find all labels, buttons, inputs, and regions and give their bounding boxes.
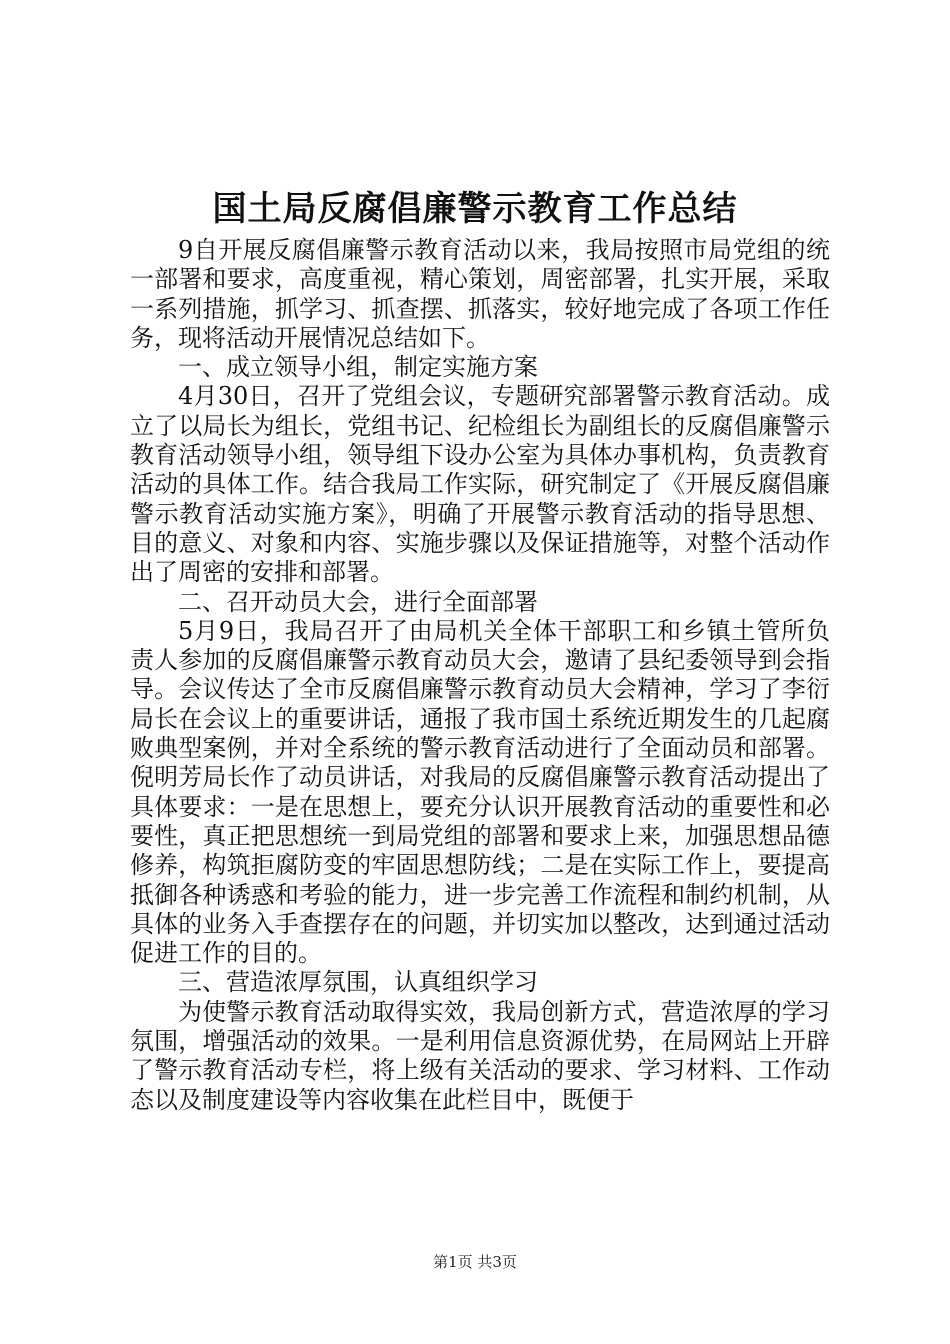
section-2-paragraph: 5月9日，我局召开了由局机关全体干部职工和乡镇土管所负责人参加的反腐倡廉警示教育动员大会，邀请了县纪委领导到会指导。会议传达了全市反腐倡廉警示教育动员大会精神，学习了李衍局长在会议上的重要讲话，通报了我市国土系统近期发生的几起腐败典型案例，并对全系统的警示教育活动进行了全面动员和部署。倪明芳局长作了动员讲话，对我局的反腐倡廉警示教育活动提出了具体要求：一是在思想上，要充分认识开展教育活动的重要性和必要性，真正把思想统一到局党组的部署和要求上来，加强思想品德修养，构筑拒腐防变的牢固思想防线；二是在实际工作上，要提高抵御各种诱惑和考验的能力，进一步完善工作流程和制约机制，从具体的业务入手查摆存在的问题，并切实加以整改，达到通过活动促进工作的目的。	[130, 616, 830, 968]
section-3-paragraph: 为使警示教育活动取得实效，我局创新方式，营造浓厚的学习氛围，增强活动的效果。一是利用信息资源优势，在局网站上开辟了警示教育活动专栏，将上级有关活动的要求、学习材料、工作动态以及制度建设等内容收集在此栏目中，既便于	[130, 997, 830, 1114]
section-heading-3: 三、营造浓厚氛围，认真组织学习	[178, 968, 538, 997]
intro-paragraph: 9自开展反腐倡廉警示教育活动以来，我局按照市局党组的统一部署和要求，高度重视，精心策划，周密部署，扎实开展，采取一系列措施，抓学习、抓查摆、抓落实，较好地完成了各项工作任务，现将活动开展情况总结如下。	[130, 236, 830, 352]
document-title: 国土局反腐倡廉警示教育工作总结	[212, 189, 738, 229]
section-heading-2: 二、召开动员大会，进行全面部署	[178, 587, 538, 616]
section-heading-1: 一、成立领导小组，制定实施方案	[178, 353, 538, 382]
section-1-paragraph: 4月30日，召开了党组会议，专题研究部署警示教育活动。成立了以局长为组长，党组书记、纪检组长为副组长的反腐倡廉警示教育活动领导小组，领导组下设办公室为具体办事机构，负责教育活动的具体工作。结合我局工作实际，研究制定了《开展反腐倡廉警示教育活动实施方案》，明确了开展警示教育活动的指导思想、目的意义、对象和内容、实施步骤以及保证措施等，对整个活动作出了周密的安排和部署。	[130, 382, 830, 587]
document-body	[130, 236, 830, 1115]
page-footer: 第1页 共3页	[433, 1253, 517, 1271]
